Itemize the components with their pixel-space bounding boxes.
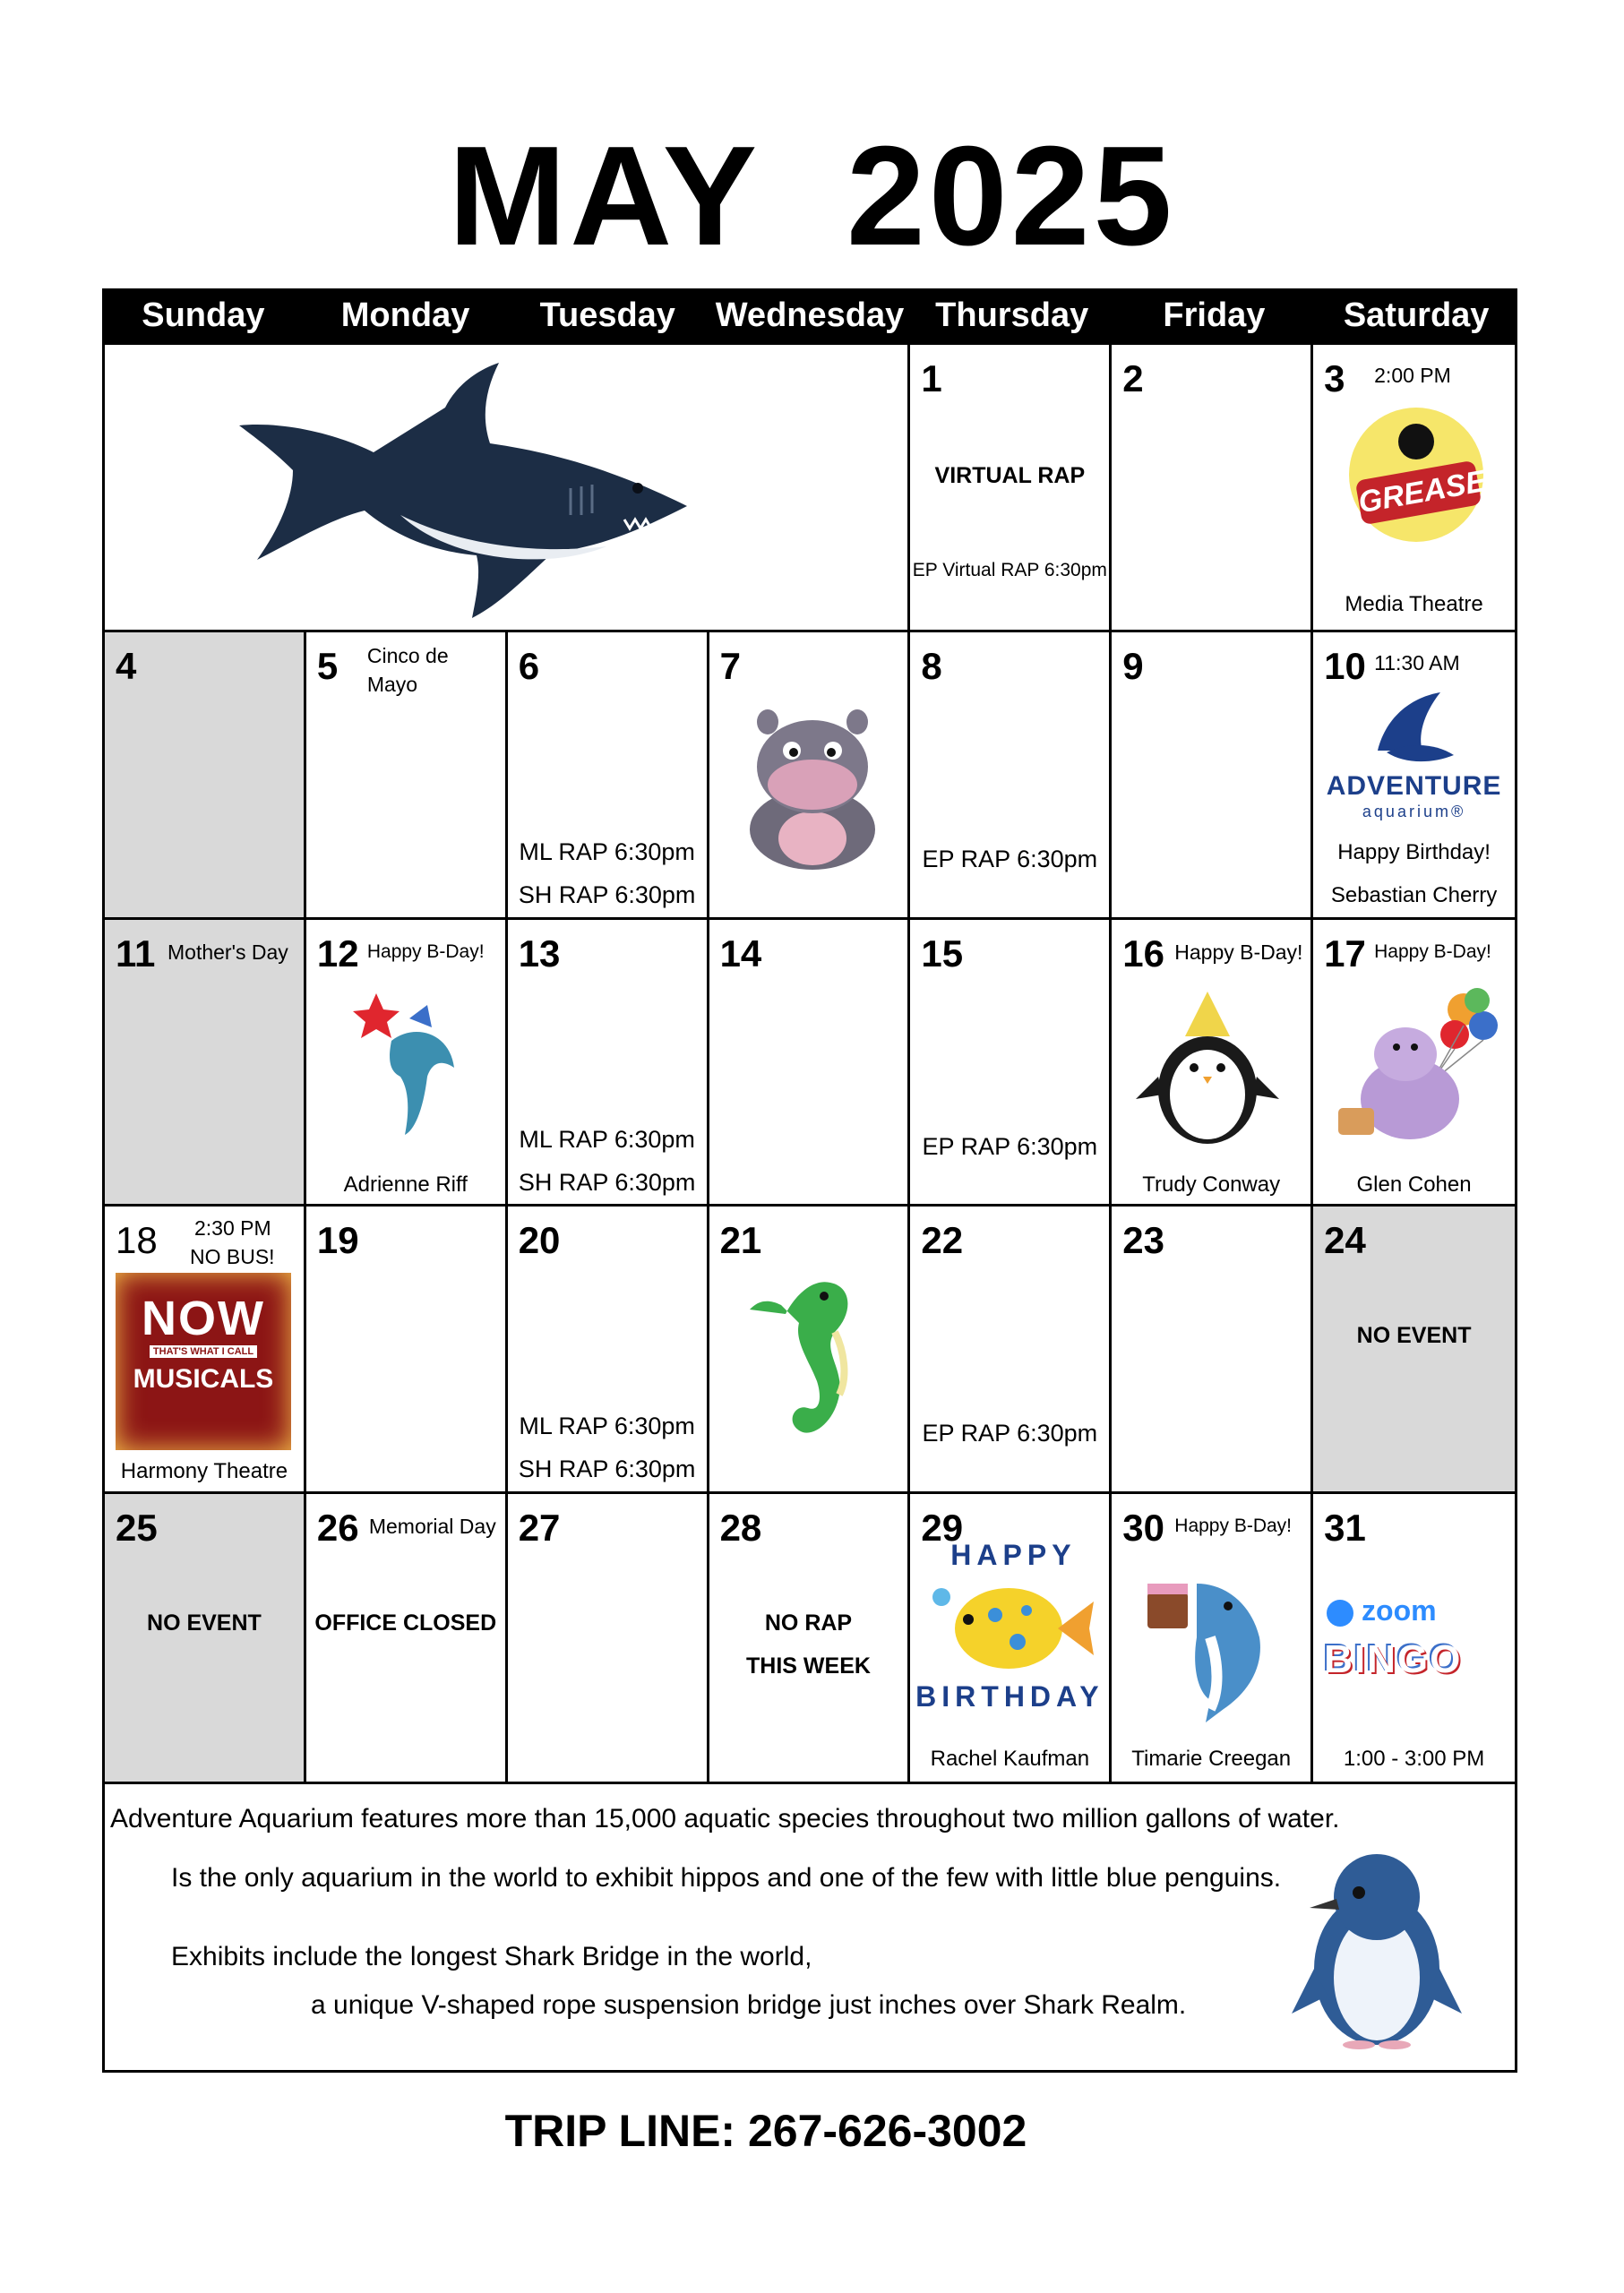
day-cell-31 <box>1313 1494 1515 1782</box>
day-number: 1 <box>921 357 942 399</box>
hippo-illustration <box>727 695 898 874</box>
day-cell-14 <box>709 920 911 1207</box>
day-cell-30 <box>1112 1494 1313 1782</box>
event-note: NO BUS! <box>190 1245 275 1269</box>
adventure-logo-text: ADVENTURE <box>1326 770 1502 801</box>
penguin-party-illustration <box>1131 987 1284 1148</box>
zoom-icon <box>1327 1600 1353 1627</box>
day-number: 19 <box>316 1219 359 1262</box>
event-caption: Adrienne Riff <box>343 1172 468 1197</box>
day-cell-8 <box>910 632 1112 920</box>
day-number: 24 <box>1324 1219 1366 1262</box>
happy-text: HAPPY <box>950 1539 1077 1572</box>
event-line-1: NO RAP <box>764 1610 853 1636</box>
holiday-label: Mother's Day <box>168 940 288 964</box>
weekday-wednesday: Wednesday <box>715 296 905 334</box>
event-caption: Glen Cohen <box>1356 1172 1472 1197</box>
day-number: 30 <box>1122 1507 1164 1550</box>
bingo-logo: BINGO <box>1324 1637 1463 1682</box>
day-cell-12 <box>306 920 508 1207</box>
day-cell-21 <box>709 1207 911 1494</box>
day-number: 21 <box>719 1219 762 1262</box>
day-number: 10 <box>1324 644 1366 687</box>
day-number: 7 <box>719 644 741 687</box>
day-number: 20 <box>518 1219 561 1262</box>
event-line-2: SH RAP 6:30pm <box>518 1168 696 1196</box>
day-cell-13 <box>508 920 709 1207</box>
event-caption: Timarie Creegan <box>1131 1747 1292 1772</box>
day-cell-7 <box>709 632 911 920</box>
day-cell-17 <box>1313 920 1515 1207</box>
holiday-label: Memorial Day <box>368 1515 496 1539</box>
day-number: 9 <box>1122 644 1144 687</box>
musicals-logo-sub: MUSICALS <box>133 1364 274 1395</box>
trip-line: TRIP LINE: 267-626-3002 <box>504 2106 1027 2156</box>
birthday-label: Happy B-Day! <box>1374 940 1491 962</box>
event-line-1: ML RAP 6:30pm <box>519 1125 695 1153</box>
event-line-1: EP RAP 6:30pm <box>922 1420 1098 1447</box>
weekday-tuesday: Tuesday <box>539 296 675 334</box>
day-cell-23 <box>1112 1207 1313 1494</box>
day-number: 27 <box>518 1507 561 1550</box>
page-title <box>0 117 1624 275</box>
event-line-2: THIS WEEK <box>746 1653 871 1679</box>
day-cell-10 <box>1313 632 1515 920</box>
day-cell-27 <box>508 1494 709 1782</box>
event-caption: Trudy Conway <box>1142 1172 1281 1197</box>
day-cell-4 <box>105 632 306 920</box>
event-line-2: SH RAP 6:30pm <box>518 880 696 908</box>
day-cell-19 <box>306 1207 508 1494</box>
day-cell-6 <box>508 632 709 920</box>
day-number: 16 <box>1122 932 1164 975</box>
weekday-friday: Friday <box>1163 296 1266 334</box>
day-cell-5 <box>306 632 508 920</box>
day-cell-28 <box>709 1494 911 1782</box>
day-cell-20 <box>508 1207 709 1494</box>
day-cell-11 <box>105 920 306 1207</box>
event-line-1: EP RAP 6:30pm <box>922 1132 1098 1160</box>
birthday-text: BIRTHDAY <box>915 1680 1104 1713</box>
birthday-label: Happy B-Day! <box>1174 1516 1292 1537</box>
zoom-logo: zoom <box>1327 1594 1506 1627</box>
event-line-2: Sebastian Cherry <box>1330 882 1498 907</box>
event-text: NO EVENT <box>1356 1323 1472 1349</box>
musicals-logo-main: NOW <box>142 1292 265 1346</box>
birthday-label: Happy B-Day! <box>1174 940 1303 964</box>
day-number: 11 <box>116 932 156 975</box>
title-month: MAY <box>448 117 761 275</box>
day-number: 25 <box>116 1507 158 1550</box>
day-number: 31 <box>1324 1507 1366 1550</box>
shark-illustration <box>230 354 732 623</box>
event-text: NO EVENT <box>147 1610 262 1636</box>
day-cell-22 <box>910 1207 1112 1494</box>
day-cell-3 <box>1313 345 1515 632</box>
event-caption: Harmony Theatre <box>120 1459 288 1484</box>
event-time: 11:30 AM <box>1374 650 1460 674</box>
day-cell-2 <box>1112 345 1313 632</box>
event-line-1: ML RAP 6:30pm <box>519 837 695 865</box>
day-cell-29 <box>910 1494 1112 1782</box>
event-caption: 1:00 - 3:00 PM <box>1343 1747 1485 1772</box>
day-number: 4 <box>116 644 137 687</box>
day-number: 3 <box>1324 357 1345 399</box>
fish-illustration <box>928 1579 1098 1678</box>
footer-line-3: Exhibits include the longest Shark Bridge in the world, <box>171 1942 812 1971</box>
day-cell-24 <box>1313 1207 1515 1494</box>
day-cell-26 <box>306 1494 508 1782</box>
day-number: 29 <box>921 1507 964 1550</box>
day-number: 22 <box>921 1219 964 1262</box>
day-number: 23 <box>1122 1219 1164 1262</box>
day-cell-25 <box>105 1494 306 1782</box>
title-year: 2025 <box>846 117 1176 275</box>
event-text: VIRTUAL RAP <box>934 463 1086 488</box>
day-cell-16 <box>1112 920 1313 1207</box>
event-text: OFFICE CLOSED <box>314 1610 497 1636</box>
day-number: 8 <box>921 644 942 687</box>
event-line-1: EP RAP 6:30pm <box>922 845 1098 872</box>
event-time: 2:30 PM <box>194 1216 271 1241</box>
calendar-grid <box>102 342 1517 1784</box>
footer-line-2: Is the only aquarium in the world to exhibit hippos and one of the few with little blue penguins. <box>171 1863 1282 1893</box>
day-number: 12 <box>316 932 359 975</box>
stingray-illustration <box>351 987 468 1139</box>
musicals-logo <box>116 1273 291 1450</box>
day-cell-15 <box>910 920 1112 1207</box>
day-number: 14 <box>719 932 762 975</box>
footer-line-1: Adventure Aquarium features more than 15,000 aquatic species throughout two million gallons of water. <box>110 1804 1340 1834</box>
day-number: 13 <box>518 932 561 975</box>
event-line-1: ML RAP 6:30pm <box>519 1413 695 1440</box>
footer-line-4: a unique V-shaped rope suspension bridge just inches over Shark Realm. <box>311 1990 1187 2020</box>
day-cell-9 <box>1112 632 1313 920</box>
event-line-1: Happy Birthday! <box>1337 839 1491 864</box>
event-caption: Media Theatre <box>1345 592 1483 616</box>
grease-logo-text: GREASE <box>1355 460 1482 526</box>
day-number: 26 <box>316 1507 359 1550</box>
musicals-logo-small: THAT'S WHAT I CALL <box>116 1346 291 1357</box>
day-number: 5 <box>316 644 339 687</box>
weekday-header <box>102 288 1517 342</box>
weekday-saturday: Saturday <box>1343 296 1490 334</box>
day-number: 18 <box>116 1219 158 1262</box>
shark-cake-illustration <box>1134 1566 1286 1727</box>
seahorse-illustration <box>745 1260 880 1457</box>
day-number: 17 <box>1324 932 1366 975</box>
weekday-sunday: Sunday <box>142 296 265 334</box>
birthday-label: Happy B-Day! <box>366 940 485 962</box>
day-cell-18 <box>105 1207 306 1494</box>
day-number: 6 <box>518 644 540 687</box>
event-time: 2:00 PM <box>1374 364 1451 387</box>
weekday-monday: Monday <box>340 296 470 334</box>
event-line-2: SH RAP 6:30pm <box>518 1456 696 1483</box>
day-cell-1 <box>910 345 1112 632</box>
day-number: 2 <box>1122 357 1144 399</box>
day-number: 15 <box>921 932 964 975</box>
holiday-label: Cinco de Mayo <box>366 643 449 696</box>
adventure-aquarium-icon <box>1369 688 1458 769</box>
grease-logo <box>1349 408 1489 542</box>
shark-banner-cell <box>105 345 910 632</box>
adventure-logo-sub: aquarium® <box>1362 802 1466 820</box>
event-caption: Rachel Kaufman <box>930 1747 1090 1772</box>
event-note: EP Virtual RAP 6:30pm <box>912 560 1107 580</box>
penguin-illustration <box>1287 1843 1466 2049</box>
hippo-balloons-illustration <box>1329 983 1508 1148</box>
footer-info-box <box>102 1784 1517 2073</box>
weekday-thursday: Thursday <box>935 296 1089 334</box>
day-number: 28 <box>719 1507 762 1550</box>
